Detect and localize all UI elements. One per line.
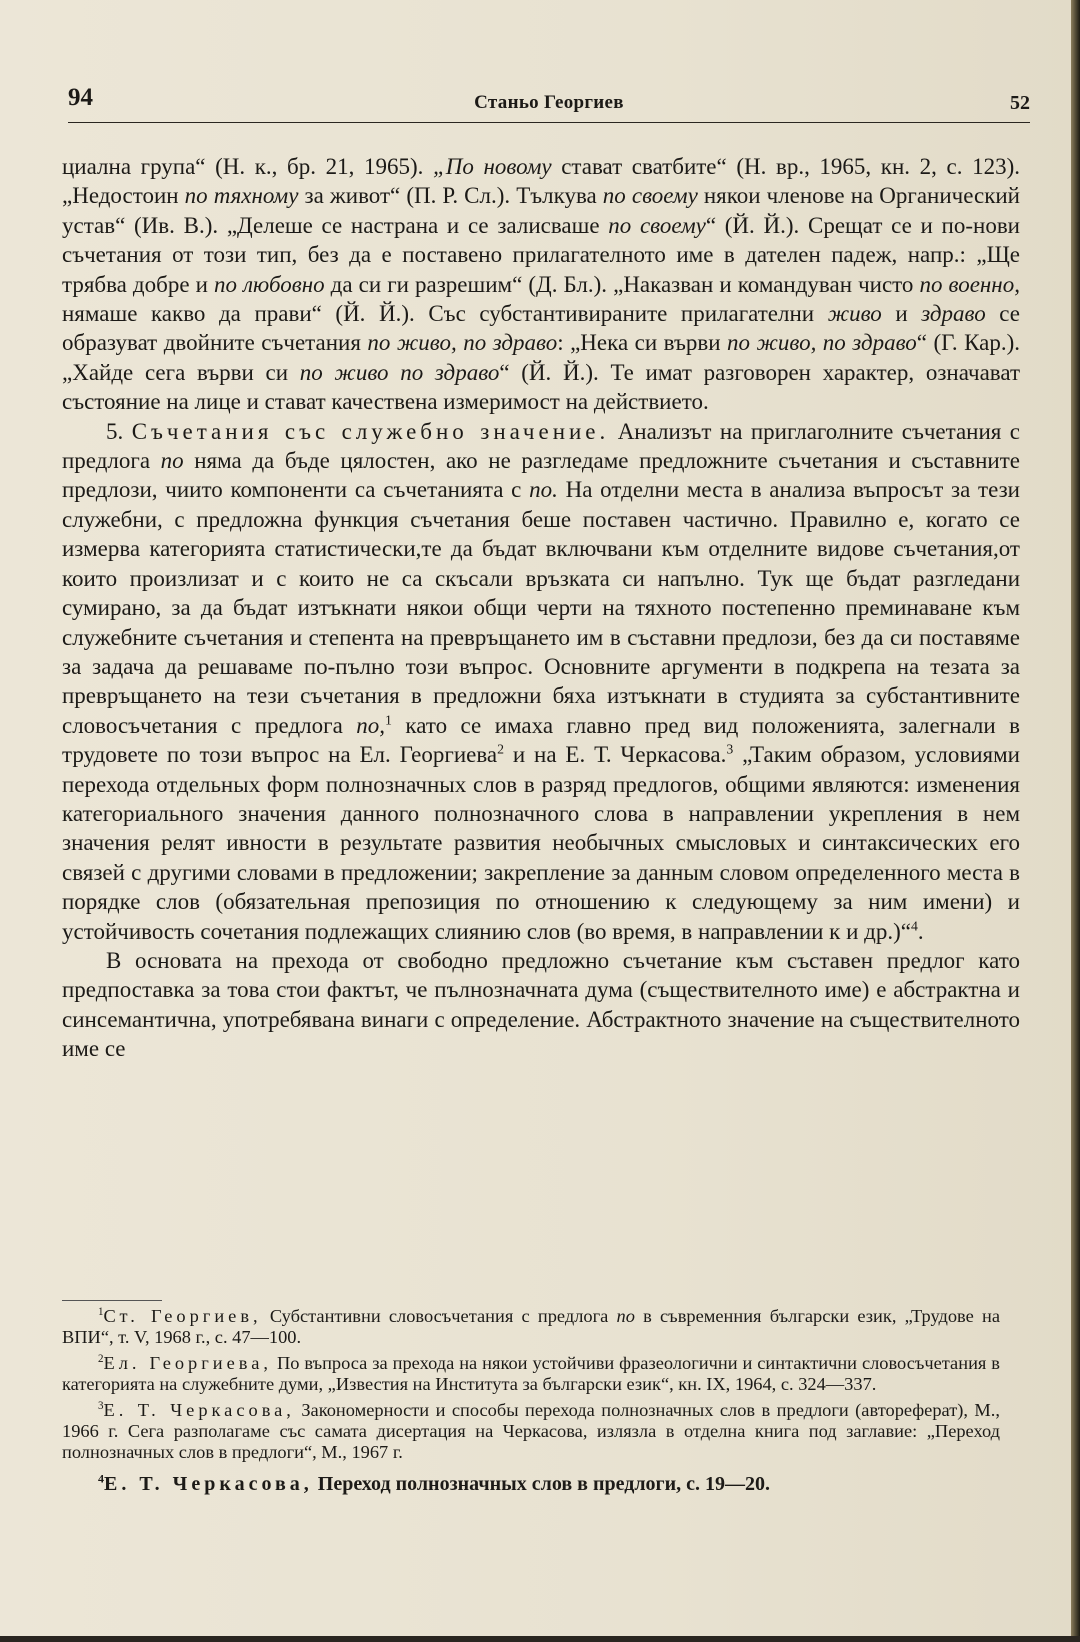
footnote-2: $^2$Ел. Георгиева, По въпроса за прехода на някои устойчиви фразеологични и синтактични словосъчетания в категорията на служебните думи, „Известия на Института за български език“, кн. IX, 1964, с. 324—337. xyxy=(62,1352,1000,1395)
paragraph-2: 5. Съчетания със служебно значение. Анализът на приглаголните съчетания с предлога по няма да бъде цялостен, ако не разгледаме предложните съчетания и съставните предлози, чиито компоненти са съчетанията с по. На отделни места в анализа въпросът за тези служебни, с предложна функция съчетания беше поставен частично. Правилно е, когато се измерва категорията статистически,те да бъдат включвани към отделните видове съчетания,от които произлизат и с които не са скъсали връзката си напълно. Тук ще бъдат разгледани сумирано, за да бъдат изтъкнати някои общи черти на тяхното постепенно преминаване към служебните съчетания и степента на превръщането им в съставни предлози, без да си поставяме за задача да решаваме по-пълно този въпрос. Основните аргументи в подкрепа на тезата за превръщането на тези съчетания в предложни бяха изтъкнати в студията за субстантивните словосъчетания с предлога по,$^1$ като се имаха главно пред вид положенията, залегнали в трудовете по този въпрос на Ел. Георгиева$^2$ и на Е. Т. Черкасова.$^3$ „Таким образом, условиями перехода отдельных форм полнозначных слов в разряд предлогов, общими являются: изменения категориального значения данного полнозначного слова в направлении укрепления в нем значения релят ивности в результате развития необычных смысловых и синтаксических его связей с другими словами в предложении; закрепление за данным словом определенного места в порядке слов (обязательная препозиция по отношению к следующему за ним имени) и устойчивость сочетания подлежащих слиянию слов (во время, в направлении к и др.)“$^4$. xyxy=(62,418,1020,944)
footnote-4: $^4$Е. Т. Черкасова, Переход полнозначных слов в предлоги, с. 19—20. xyxy=(98,1471,771,1495)
section-number: 5. xyxy=(106,418,132,444)
page-number-left: 94 xyxy=(68,84,93,111)
paragraph-3: В основата на прехода от свободно предложно съчетание към съставен предлог като предпоставка за това стои фактът, че пълнозначната дума (съществителното име) е абстрактна и синсемантична, употребявана винаги с определение. Абстрактното значение на съществителното име се xyxy=(62,947,1020,1062)
footnotes xyxy=(62,1306,1000,1499)
footnote-ref-3: 3 xyxy=(726,741,734,757)
footnote-ref-2: 2 xyxy=(497,741,505,757)
footnote-ref-4: 4 xyxy=(911,917,918,933)
body-text xyxy=(62,152,1020,1064)
footnote-ref-1: 1 xyxy=(385,712,392,728)
footnote-separator xyxy=(62,1300,162,1301)
section-title: Съчетания със служебно значение. xyxy=(131,418,610,444)
footnote-3: $^3$Е. Т. Черкасова, Закономерности и способы перехода полнозначных слов в предлоги (автореферат), М., 1966 г. Сега разполагаме със самата дисертация на Черкасова, излязла в отделна книга под заглавие: „Переход полнозначных слов в предлоги“, М., 1967 г. xyxy=(62,1399,1000,1463)
paragraph-1: циална група“ (Н. к., бр. 21, 1965). „По новому стават сватбите“ (Н. вр., 1965, кн. 2, с. 123). „Недостоин по тяхному за живот“ (П. Р. Сл.). Тълкува по своему някои членове на Органический устав“ (Ив. В.). „Делеше се настрана и се залисваше по своему“ (Й. Й.). Срещат се и по-нови съчетания от този тип, без да е поставено прилагателното име в дателен падеж, напр.: „Ще трябва добре и по любовно да си ги разрешим“ (Д. Бл.). „Наказван и командуван чисто по военно, нямаше какво да прави“ (Й. Й.). Със субстантивираните прилагателни живо и здраво се образуват двойните съчетания по живо, по здраво: „Нека си върви по живо, по здраво“ (Г. Кар.). „Хайде сега върви си по живо по здраво“ (Й. Й.). Те имат разговорен характер, означават състояние на лице и стават качествена измеримост на действието. xyxy=(62,154,1021,415)
running-head: Станьо Георгиев xyxy=(474,92,624,113)
footnote-1: $^1$Ст. Георгиев, Субстантивни словосъчетания с предлога по в съвременния български език, „Трудове на ВПИ“, т. V, 1968 г., с. 47—100. xyxy=(62,1305,1000,1348)
page-bottom-edge xyxy=(0,1636,1080,1642)
book-spine-shadow xyxy=(1071,0,1080,1642)
page-number-right: 52 xyxy=(1010,92,1030,114)
page-header xyxy=(68,78,1030,123)
